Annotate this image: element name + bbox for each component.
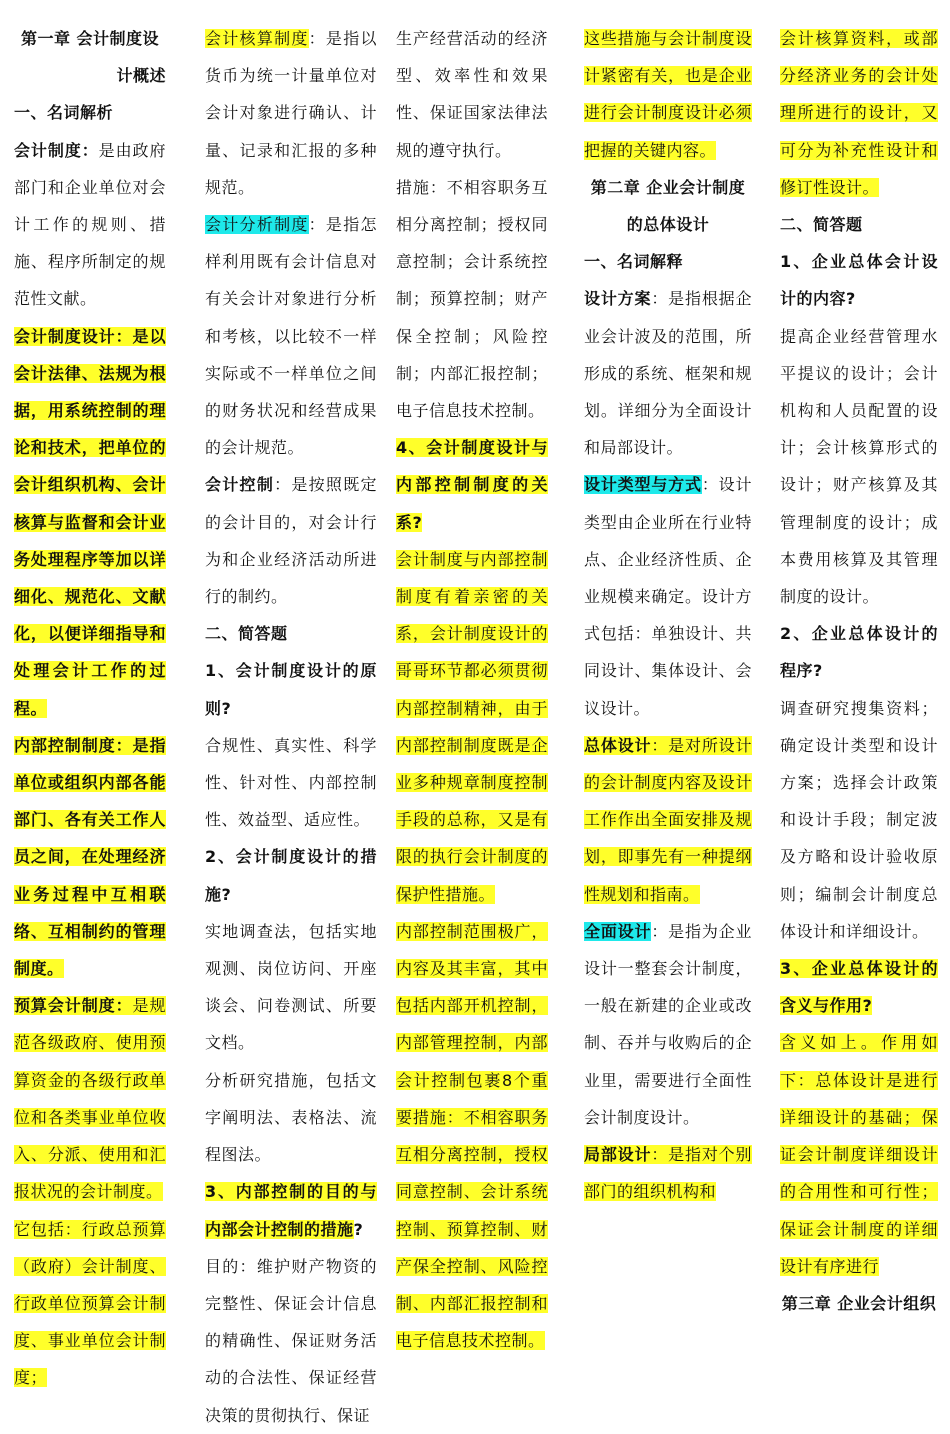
text-run: 这些措施与会计制度设计紧密有关，也是企业进行会计制度设计必须把握的关键内容。 (584, 29, 752, 160)
text-run: 实地调查法，包括实地观测、岗位访问、开座谈会、问卷测试、所要文档。 (205, 921, 377, 1053)
text-run: 预算会计制度： (14, 996, 133, 1016)
text-run: 第一章 会计制度设 (20, 29, 160, 48)
paragraph (396, 20, 548, 169)
paragraph (14, 727, 166, 987)
text-run: ：是对所设计的会计制度内容及设计工作作出全面安排及规划，即事先有一种提纲性规划和指南。 (584, 735, 752, 904)
paragraph (584, 169, 752, 206)
text-run: 一、名词解析 (14, 103, 114, 123)
text-run: 会计分析制度 (205, 215, 309, 235)
paragraph (396, 541, 548, 913)
text-run: 合规性、真实性、科学性、针对性、内部控制性、效益型、适应性。 (205, 735, 377, 830)
paragraph (14, 987, 166, 1210)
paragraph (780, 1285, 938, 1322)
paragraph (396, 913, 548, 1359)
text-run: 含义如上。作用如下：总体设计是进行详细设计的基础；保证会计制度详细设计的合用性和可行性；保证会计制度的详细设计有序进行 (780, 1033, 938, 1276)
paragraph (396, 429, 548, 541)
paragraph (205, 206, 377, 466)
text-run: 内部控制制度：是指单位或组织内部各能部门、各有关工作人员之间，在处理经济业务过程中互相联络、互相制约的管理制度。 (14, 735, 166, 979)
paragraph (205, 727, 377, 839)
paragraph (584, 727, 752, 913)
paragraph (14, 94, 166, 131)
paragraph (205, 466, 377, 615)
paragraph (205, 1248, 377, 1434)
paragraph (584, 280, 752, 466)
text-run: 会计核算制度 (205, 29, 309, 48)
text-run: ：设计类型由企业所在行业特点、企业经济性质、企业规模来确定。设计方式包括：单独设计、共同设计、集体设计、会议设计。 (584, 475, 752, 718)
column-3 (396, 20, 548, 1351)
paragraph (584, 20, 752, 169)
paragraph (780, 1024, 938, 1284)
text-run: 会计核算资料，或部分经济业务的会计处理所进行的设计，又可分为补充性设计和修订性设计。 (780, 29, 938, 197)
text-run: 总体设计 (584, 735, 652, 755)
paragraph (396, 169, 548, 429)
text-run: ：是按照既定的会计目的，对会计行为和企业经济活动所进行的制约。 (205, 475, 377, 607)
text-run: 一、名词解释 (584, 252, 684, 272)
paragraph (780, 318, 938, 616)
text-run: 会计制度设计：是以会计法律、法规为根据，用系统控制的理论和技术，把单位的会计组织机构、会计核算与监督和会计业务处理程序等加以详细化、规范化、文献化，以便详细指导和处理会计工作的过程。 (14, 326, 166, 718)
column-4 (584, 20, 752, 1344)
paragraph (205, 652, 377, 726)
paragraph (780, 20, 938, 206)
column-2 (205, 20, 377, 1425)
text-run: 会计制度： (14, 140, 99, 160)
text-run: 目的：维护财产物资的完整性、保证会计信息的精确性、保证财务活动的合法性、保证经营决策的贯彻执行、保证 (205, 1256, 377, 1425)
paragraph (584, 913, 752, 1136)
text-run: ：是指怎样利用既有会计信息对有关会计对象进行分析和考核，以比较不一样实际或不一样单位之间的财务状况和经营成果的会计规范。 (205, 215, 377, 458)
paragraph (584, 466, 752, 726)
text-run: 它包括：行政总预算（政府）会计制度、行政单位预算会计制度、事业单位会计制度； (14, 1219, 166, 1388)
text-run: 1、会计制度设计的原则? (205, 661, 377, 718)
text-run: ：是指对个别部门的组织机构和 (584, 1145, 752, 1202)
paragraph (584, 243, 752, 280)
text-run: 内部控制范围极广，内容及其丰富，其中包括内部开机控制，内部管理控制，内部会计控制包裹8个重要措施：不相容职务互相分离控制，授权同意控制、会计系统控制、预算控制、财产保全控制、风险控制、内部汇报控制和电子信息技术控制。 (396, 921, 548, 1351)
text-run: 二、简答题 (780, 215, 863, 235)
paragraph (584, 1136, 752, 1210)
paragraph (205, 1062, 377, 1174)
text-run: 分析研究措施，包括文字阐明法、表格法、流程图法。 (205, 1070, 377, 1165)
paragraph (205, 913, 377, 1062)
text-run: 2、企业总体设计的程序? (780, 624, 938, 681)
text-run: ? (353, 1219, 364, 1239)
text-run: 是规范各级政府、使用预算资金的各级行政单位和各类事业单位收入、分派、使用和汇报状况的会计制度。 (14, 996, 166, 1202)
paragraph (780, 950, 938, 1024)
column-1 (14, 20, 166, 1388)
text-run: 提高企业经营管理水平提议的设计；会计机构和人员配置的设计；会计核算形式的设计；财产核算及其管理制度的设计；成本费用核算及其管理制度的设计。 (780, 326, 938, 607)
text-run: 二、简答题 (205, 624, 288, 644)
paragraph (780, 615, 938, 689)
text-run: 1、企业总体会计设计的内容? (780, 252, 938, 309)
text-run: 设计类型与方式 (584, 475, 702, 495)
paragraph (14, 318, 166, 727)
text-run: ：是指为企业设计一整套会计制度，一般在新建的企业或改制、吞并与收购后的企业里，需要进行全面性会计制度设计。 (584, 921, 752, 1127)
paragraph (14, 1211, 166, 1397)
text-run: 第二章 企业会计制度 (590, 177, 746, 197)
text-run: 措施：不相容职务互相分离控制；授权同意控制；会计系统控制；预算控制；财产保全控制；风险控制；内部汇报控制；电子信息技术控制。 (396, 177, 548, 421)
text-run: 4、会计制度设计与内部控制制度的关系? (396, 438, 548, 532)
text-run: 计概述 (116, 66, 166, 86)
text-run: 生产经营活动的经济型、效率性和效果性、保证国家法律法规的遵守执行。 (396, 29, 548, 160)
paragraph (205, 615, 377, 652)
paragraph (205, 838, 377, 912)
paragraph (584, 206, 752, 243)
column-5 (780, 20, 938, 1344)
paragraph (780, 243, 938, 317)
paragraph (205, 20, 377, 206)
paragraph (780, 206, 938, 243)
text-run: 局部设计 (584, 1145, 652, 1165)
paragraph (14, 57, 166, 94)
paragraph (205, 1173, 377, 1247)
paragraph (14, 132, 166, 318)
text-run: 的总体设计 (626, 215, 710, 235)
paragraph (780, 690, 938, 950)
text-run: 3、内部控制的目的与内部会计控制的措施 (205, 1182, 377, 1239)
text-run: 全面设计 (584, 921, 652, 941)
text-run: 是由政府部门和企业单位对会计工作的规则、措施、程序所制定的规范性文献。 (14, 140, 166, 309)
paragraph (14, 20, 166, 57)
text-run: ：是指以货币为统一计量单位对会计对象进行确认、计量、记录和汇报的多种规范。 (205, 29, 377, 197)
text-run: 2、会计制度设计的措施? (205, 847, 377, 904)
text-run: 调查研究搜集资料；确定设计类型和设计方案；选择会计政策和设计手段；制定波及方略和设计验收原则；编制会计制度总体设计和详细设计。 (780, 698, 938, 941)
text-run: 会计控制 (205, 475, 275, 495)
text-run: 第三章 企业会计组织 (781, 1293, 937, 1313)
text-run: 3、企业总体设计的含义与作用? (780, 959, 938, 1016)
text-run: ：是指根据企业会计波及的范围，所形成的系统、框架和规划。详细分为全面设计和局部设计。 (584, 289, 752, 458)
text-run: 设计方案 (584, 289, 652, 309)
text-run: 会计制度与内部控制制度有着亲密的关系，会计制度设计的哥哥环节都必须贯彻内部控制精神，由于内部控制制度既是企业多种规章制度控制手段的总称，又是有限的执行会计制度的保护性措施。 (396, 549, 548, 904)
